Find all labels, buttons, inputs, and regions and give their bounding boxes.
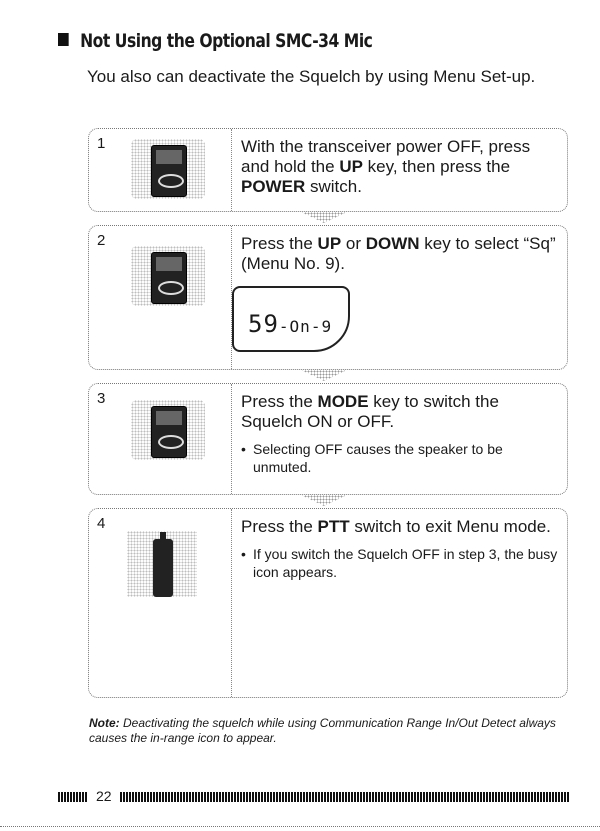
step-text: Press the UP or DOWN key to select “Sq” (Menu No. 9). xyxy=(241,234,556,273)
step-text: Press the PTT switch to exit Menu mode. • If you switch the Squelch OFF in step 3, the busy icon appears. xyxy=(241,517,561,581)
step-divider xyxy=(231,129,232,211)
step-text: Press the MODE key to switch the Squelch ON or OFF. • Selecting OFF causes the speaker to be unmuted. xyxy=(241,392,561,476)
step-divider xyxy=(231,384,232,494)
step-text: With the transceiver power OFF, press and hold the UP key, then press the POWER switch. xyxy=(241,137,531,196)
step-divider xyxy=(231,509,232,697)
note: Note: Deactivating the squelch while using Communication Range In/Out Detect always causes the in-range icon to appear. xyxy=(89,716,556,745)
step-number: 4 xyxy=(97,515,106,532)
footer-bar-left xyxy=(58,792,88,802)
step-connector xyxy=(301,495,347,506)
page-footer xyxy=(58,790,570,804)
bottom-rule xyxy=(0,826,600,827)
lcd-display xyxy=(232,286,350,352)
step-number: 1 xyxy=(97,135,106,152)
transceiver-side-ptt-icon xyxy=(127,531,197,597)
page-number: 22 xyxy=(96,788,112,804)
step-connector xyxy=(301,212,347,223)
transceiver-front-icon xyxy=(131,246,205,306)
step-number: 3 xyxy=(97,390,106,407)
transceiver-front-icon xyxy=(131,400,205,460)
step-3 xyxy=(88,383,568,495)
footer-bar-right xyxy=(120,792,570,802)
step-number: 2 xyxy=(97,232,106,249)
step-1 xyxy=(88,128,568,212)
step-4 xyxy=(88,508,568,698)
step-bullet: • Selecting OFF causes the speaker to be unmuted. xyxy=(241,440,561,476)
step-connector xyxy=(301,370,347,381)
intro-paragraph: You also can deactivate the Squelch by using Menu Set-up. xyxy=(87,67,536,86)
step-bullet: • If you switch the Squelch OFF in step 3, the busy icon appears. xyxy=(241,545,561,581)
square-bullet-icon xyxy=(58,33,69,46)
transceiver-front-icon xyxy=(131,139,205,199)
lcd-readout: 59-On-9 xyxy=(248,310,333,338)
section-heading: Not Using the Optional SMC-34 Mic xyxy=(58,30,372,52)
